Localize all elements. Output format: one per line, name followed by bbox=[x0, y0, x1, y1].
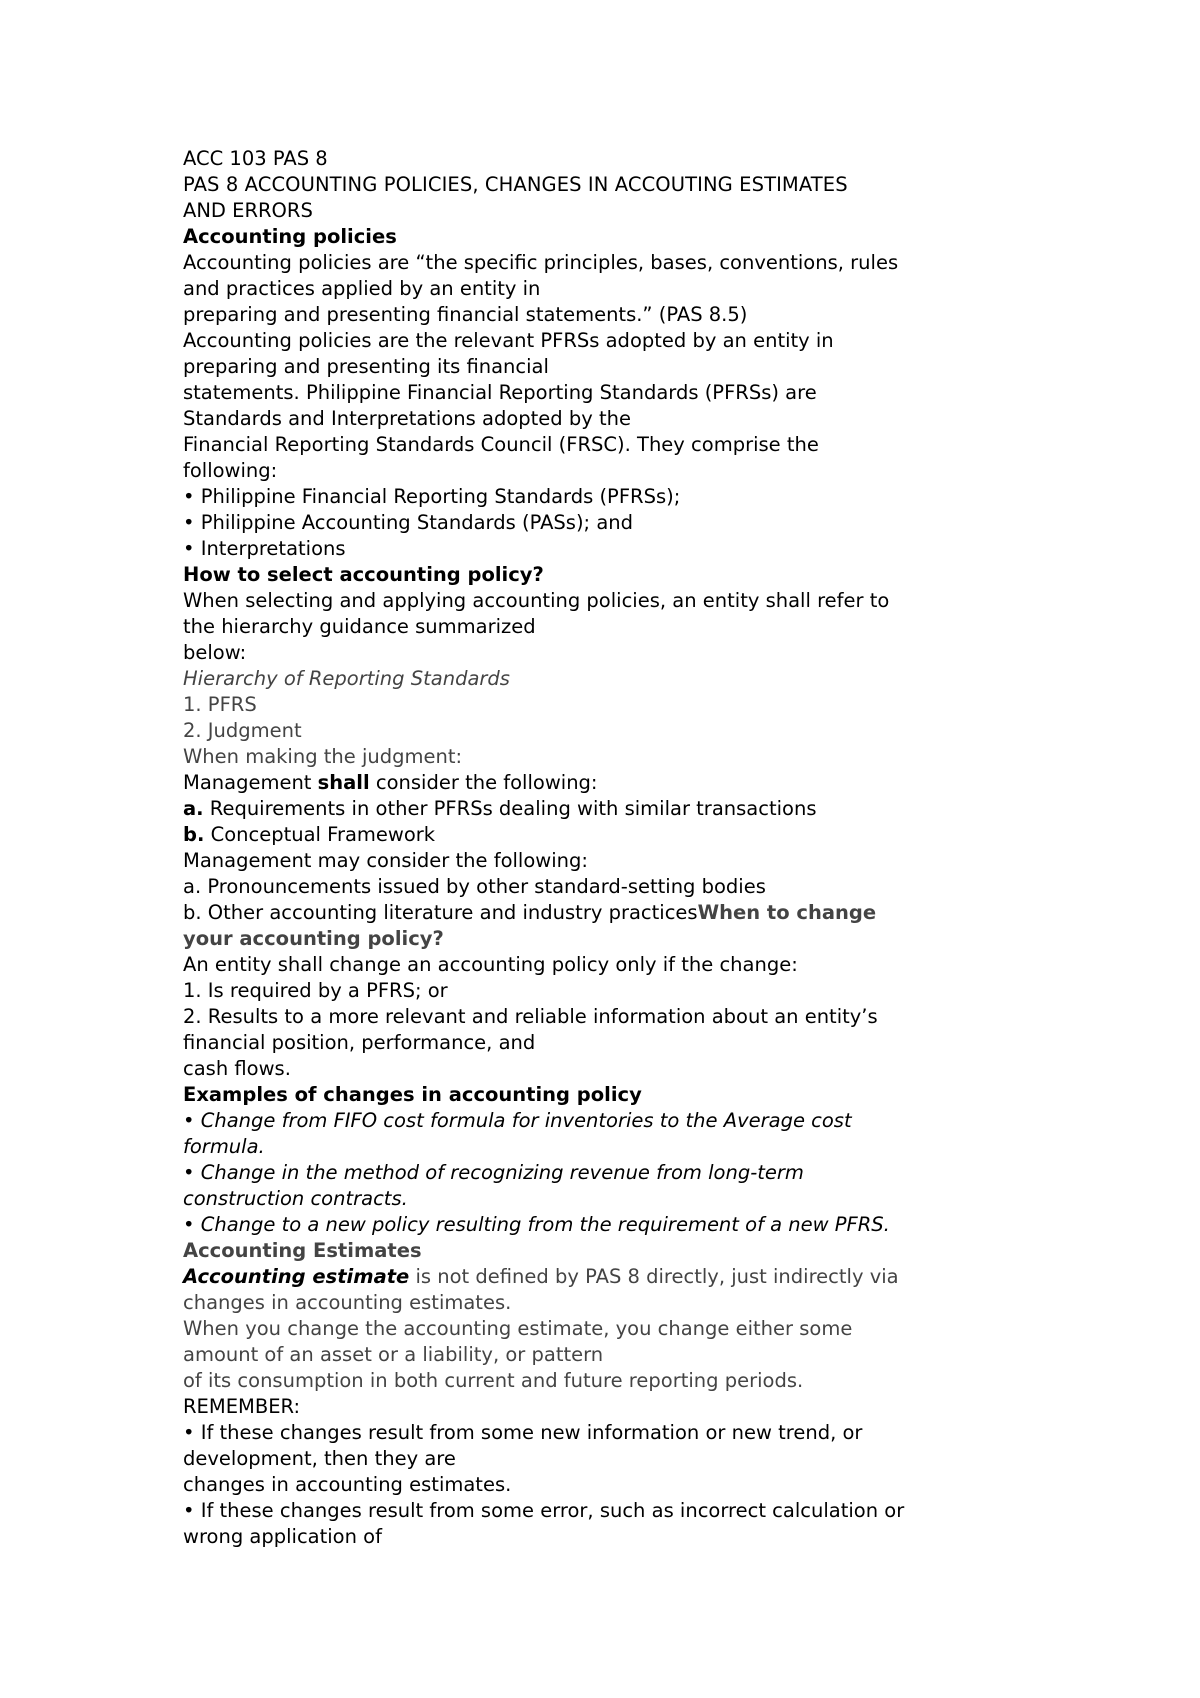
list-item: • Philippine Accounting Standards (PASs); and bbox=[183, 511, 634, 534]
judgment-intro: When making the judgment: bbox=[183, 745, 463, 768]
item-marker: a. bbox=[183, 797, 204, 820]
example-item bbox=[183, 1160, 1053, 1186]
document-title-line-2: AND ERRORS bbox=[183, 199, 313, 222]
item-text: Conceptual Framework bbox=[204, 823, 436, 846]
paragraph-definition: Accounting policies are “the specific principles, bases, conventions, rules bbox=[183, 251, 899, 274]
estimate-definition: changes in accounting estimates. bbox=[183, 1291, 512, 1314]
remember-item: changes in accounting estimates. bbox=[183, 1473, 512, 1496]
document-page bbox=[183, 146, 1053, 1550]
paragraph-hierarchy: When selecting and applying accounting policies, an entity shall refer to bbox=[183, 589, 890, 612]
example-text: Change to a new policy resulting from the requirement of a new PFRS. bbox=[200, 1213, 890, 1236]
example-text: Change from FIFO cost formula for inventories to the Average cost bbox=[200, 1109, 852, 1132]
example-text: Change in the method of recognizing revenue from long-term bbox=[200, 1161, 804, 1184]
change-condition: financial position, performance, and bbox=[183, 1031, 536, 1054]
item-marker: b. bbox=[183, 823, 205, 846]
paragraph-pfrs: Accounting policies are the relevant PFRSs adopted by an entity in bbox=[183, 329, 834, 352]
paragraph-pfrs: Financial Reporting Standards Council (FRSC). They comprise the bbox=[183, 433, 819, 456]
paragraph-pfrs: preparing and presenting its financial bbox=[183, 355, 549, 378]
item-text: b. Other accounting literature and industry practices bbox=[183, 901, 698, 924]
list-item: • Philippine Financial Reporting Standards (PFRSs); bbox=[183, 485, 681, 508]
document-title-line-1: PAS 8 ACCOUNTING POLICIES, CHANGES IN ACCOUTING ESTIMATES bbox=[183, 173, 848, 196]
paragraph-definition: preparing and presenting financial statements.” (PAS 8.5) bbox=[183, 303, 748, 326]
management-may-line: Management may consider the following: bbox=[183, 849, 588, 872]
remember-label: REMEMBER: bbox=[183, 1395, 301, 1418]
example-item bbox=[183, 1108, 1053, 1134]
shall-item-b bbox=[183, 822, 1053, 848]
change-condition: 1. Is required by a PFRS; or bbox=[183, 979, 448, 1002]
bullet-marker: • bbox=[183, 1161, 195, 1184]
example-item bbox=[183, 1212, 1053, 1238]
paragraph-hierarchy: below: bbox=[183, 641, 247, 664]
management-shall-line bbox=[183, 770, 1053, 796]
paragraph-change: An entity shall change an accounting policy only if the change: bbox=[183, 953, 798, 976]
shall-item-a bbox=[183, 796, 1053, 822]
item-text: Requirements in other PFRSs dealing with similar transactions bbox=[203, 797, 817, 820]
heading-accounting-policies: Accounting policies bbox=[183, 225, 397, 248]
paragraph-pfrs: Standards and Interpretations adopted by the bbox=[183, 407, 631, 430]
list-item: • Interpretations bbox=[183, 537, 346, 560]
remember-item: • If these changes result from some new information or new trend, or bbox=[183, 1421, 863, 1444]
estimate-definition bbox=[183, 1264, 1053, 1290]
paragraph-pfrs: following: bbox=[183, 459, 278, 482]
paragraph-hierarchy: the hierarchy guidance summarized bbox=[183, 615, 536, 638]
may-item-a: a. Pronouncements issued by other standard-setting bodies bbox=[183, 875, 766, 898]
estimate-term: Accounting estimate bbox=[183, 1265, 410, 1288]
estimate-change: When you change the accounting estimate, you change either some bbox=[183, 1317, 853, 1340]
change-condition: cash flows. bbox=[183, 1057, 291, 1080]
bullet-marker: • bbox=[183, 1109, 195, 1132]
remember-item: development, then they are bbox=[183, 1447, 456, 1470]
heading-accounting-estimates: Accounting Estimates bbox=[183, 1239, 422, 1262]
course-code: ACC 103 PAS 8 bbox=[183, 147, 328, 170]
estimate-text: is not defined by PAS 8 directly, just indirectly via bbox=[409, 1265, 899, 1288]
management-shall-prefix: Management bbox=[183, 771, 318, 794]
management-shall-suffix: consider the following: bbox=[369, 771, 598, 794]
paragraph-pfrs: statements. Philippine Financial Reporting Standards (PFRSs) are bbox=[183, 381, 817, 404]
remember-item: wrong application of bbox=[183, 1525, 382, 1548]
estimate-change: amount of an asset or a liability, or pattern bbox=[183, 1343, 604, 1366]
heading-when-to-change: your accounting policy? bbox=[183, 927, 444, 950]
may-item-b bbox=[183, 900, 1053, 926]
estimate-change: of its consumption in both current and future reporting periods. bbox=[183, 1369, 804, 1392]
bullet-marker: • bbox=[183, 1213, 195, 1236]
example-item-continued: construction contracts. bbox=[183, 1187, 408, 1210]
heading-when-to-change: When to change bbox=[697, 901, 877, 924]
change-condition: 2. Results to a more relevant and reliable information about an entity’s bbox=[183, 1005, 878, 1028]
hierarchy-item: 2. Judgment bbox=[183, 719, 302, 742]
remember-item: • If these changes result from some error, such as incorrect calculation or bbox=[183, 1499, 905, 1522]
hierarchy-title: Hierarchy of Reporting Standards bbox=[183, 667, 510, 690]
heading-select-policy: How to select accounting policy? bbox=[183, 563, 544, 586]
paragraph-definition: and practices applied by an entity in bbox=[183, 277, 541, 300]
example-item-continued: formula. bbox=[183, 1135, 265, 1158]
hierarchy-item: 1. PFRS bbox=[183, 693, 257, 716]
shall-emphasis: shall bbox=[317, 771, 370, 794]
heading-examples: Examples of changes in accounting policy bbox=[183, 1083, 642, 1106]
